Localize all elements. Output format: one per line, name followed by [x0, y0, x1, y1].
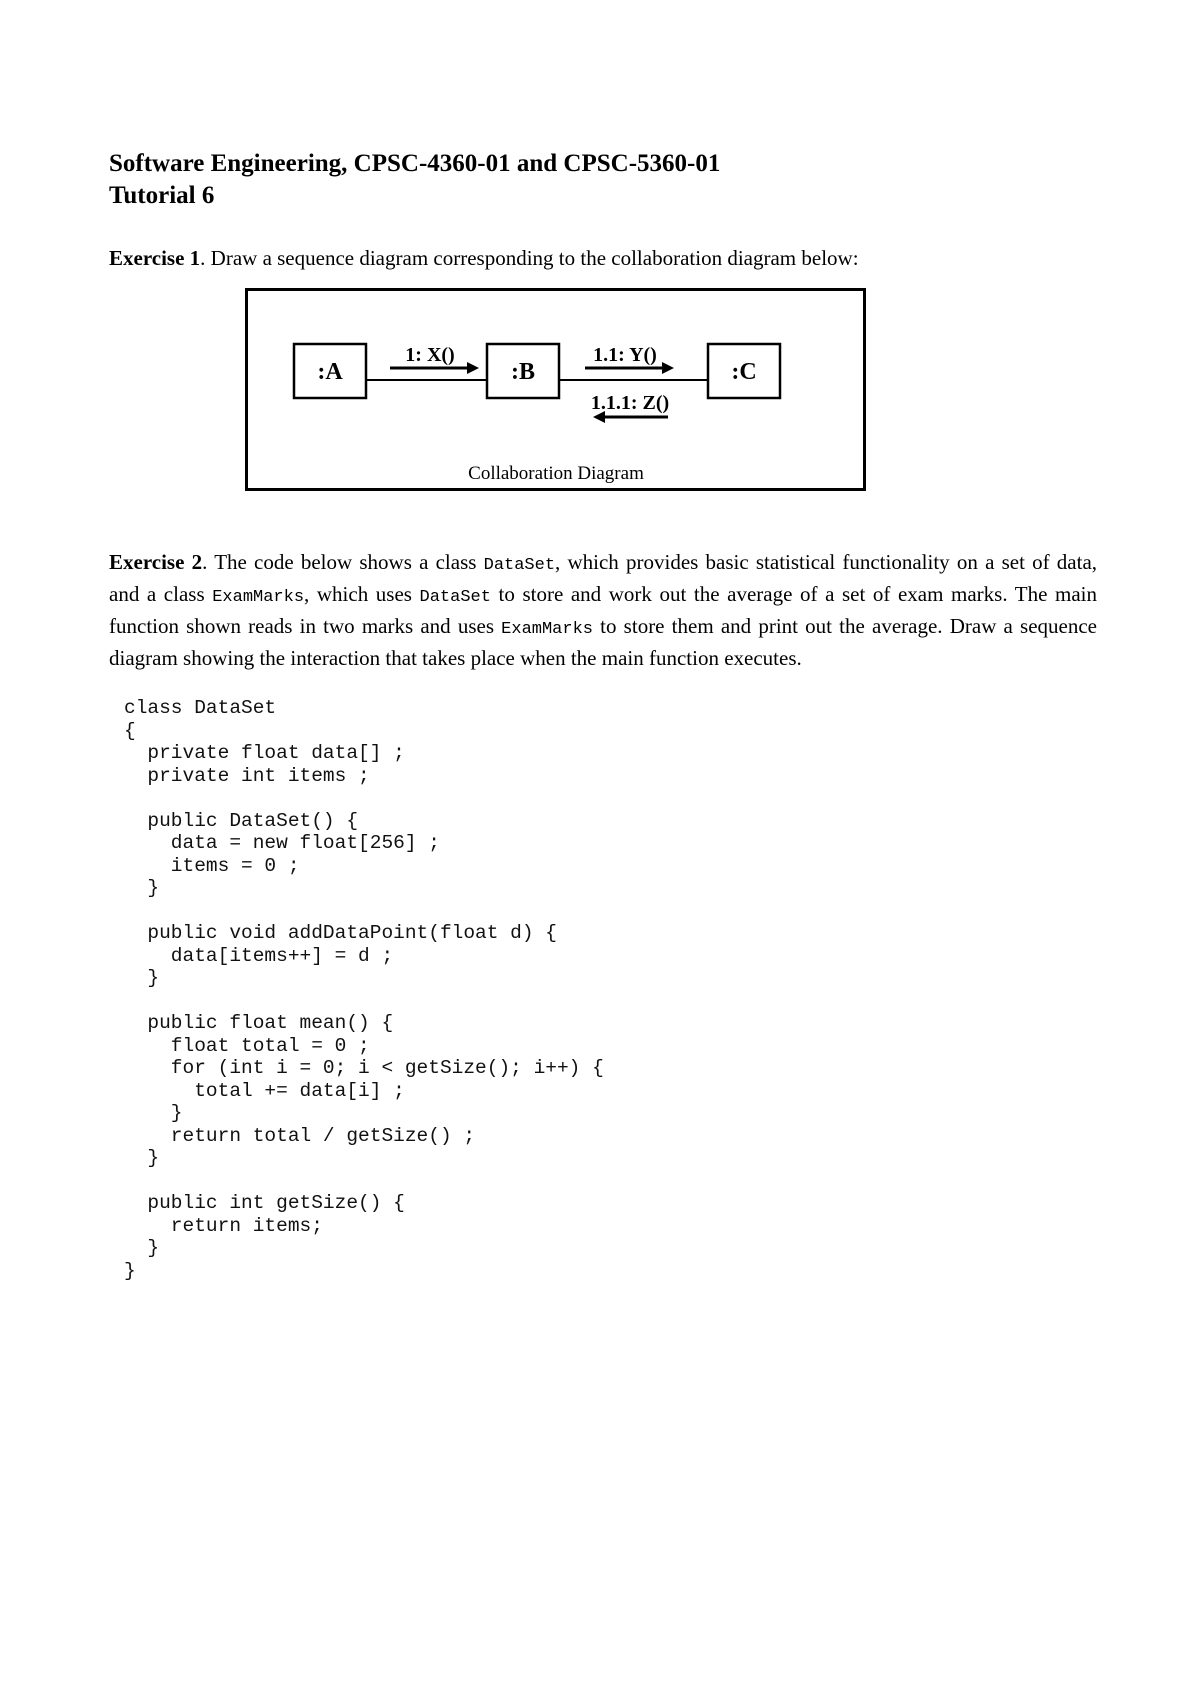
exercise-1-text: . Draw a sequence diagram corresponding to the collaboration diagram below:: [200, 246, 859, 270]
code-ref-exammarks-2: ExamMarks: [501, 620, 593, 639]
tutorial-title: Tutorial 6: [109, 182, 215, 209]
exercise-2-label: Exercise 2: [109, 550, 203, 574]
exercise-2-text-5: to store them and print out the average. Draw a sequence diagram showing the interaction that takes place when the main function executes.: [109, 614, 1097, 670]
object-b-label: :B: [511, 359, 535, 385]
message-x-arrowhead: [467, 362, 479, 374]
exercise-2-text-4: to store and work out the average of a set of exam marks. The main function shown reads in two marks and uses: [109, 582, 1097, 638]
exercise-1-paragraph: [109, 244, 1097, 272]
course-title: Software Engineering, CPSC-4360-01 and CPSC-5360-01: [109, 150, 721, 177]
message-x-label: 1: X(): [405, 344, 455, 366]
exercise-2-text-2: , which provides basic statistical functionality on a set of data, and a class: [109, 550, 1098, 606]
code-ref-dataset-2: DataSet: [419, 588, 491, 607]
message-y-arrowhead: [662, 362, 674, 374]
exercise-2-text-3: , which uses: [304, 582, 420, 606]
document-title: [109, 148, 720, 212]
object-a-label: :A: [317, 359, 343, 385]
exercise-2-text-1: . The code below shows a class: [202, 550, 484, 574]
exercise-1-label: Exercise 1: [109, 246, 201, 270]
exercise-2-paragraph: [109, 548, 1097, 672]
dataset-code-listing: class DataSet { private float data[] ; private int items ; public DataSet() { data = new float[256] ; items = 0 ; } public void addDataPoint(float d) { data[items++] = d ; } public float mean() { float total = 0 ; for (int i = 0; i < getSize(); i++) { total += data[i] ; } return total / getSize() ; } public int getSize() { return items; } }: [124, 697, 604, 1282]
object-c-label: :C: [731, 359, 757, 385]
code-ref-exammarks: ExamMarks: [212, 588, 305, 607]
code-ref-dataset: DataSet: [483, 556, 556, 575]
diagram-frame: [247, 290, 865, 490]
message-z-label: 1.1.1: Z(): [590, 392, 670, 414]
collaboration-diagram: [245, 288, 866, 491]
diagram-caption: Collaboration Diagram: [468, 463, 644, 484]
message-y-label: 1.1: Y(): [593, 344, 657, 366]
